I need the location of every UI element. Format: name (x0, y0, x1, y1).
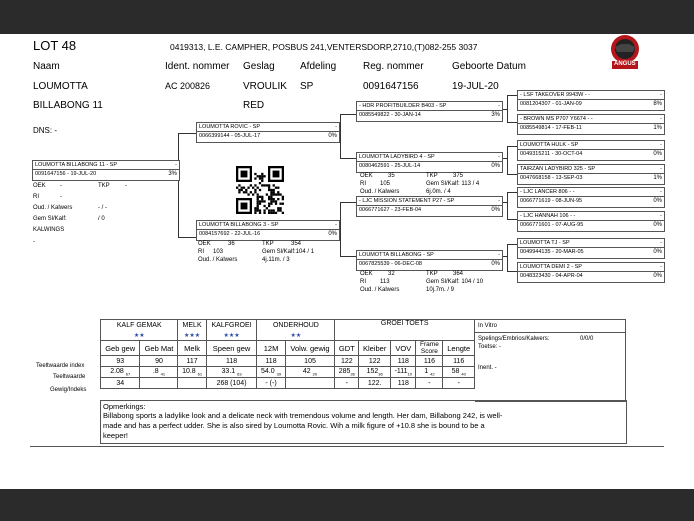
box-title: LOUMOTTA HULK - SP (520, 142, 579, 148)
index-cell: 118 (206, 356, 257, 367)
index-cell: 122 (359, 356, 391, 367)
tw-value: -111 (394, 367, 408, 375)
gp4-ri: 113 (380, 279, 390, 285)
box-pct: 3% (491, 112, 500, 118)
gp2-tkp-label: TKP (426, 173, 438, 179)
gp2-oud: 6j.0m. / 4 (426, 189, 451, 195)
box-dash: - (498, 252, 500, 258)
tw-cell (257, 367, 285, 378)
box-divider (518, 196, 664, 197)
animal-color: RED (243, 100, 265, 111)
box-divider (33, 169, 179, 170)
box-pct: 0% (328, 133, 337, 139)
col-header: Kleiber (359, 341, 391, 356)
angus-logo (603, 34, 647, 70)
self-ri-label: RI (33, 194, 39, 200)
box-reg-dob: 0084157692 - 22-JUL-16 (199, 231, 261, 237)
index-row (101, 356, 475, 367)
remarks-box (100, 400, 627, 444)
dam-tkp: 354 (291, 241, 302, 247)
gp4-tkp-label: TKP (426, 271, 438, 277)
box-divider (518, 123, 664, 124)
group-onderhoud: ONDERHOUD (257, 320, 335, 331)
box-dash: - (660, 264, 662, 270)
connector (178, 237, 196, 238)
index-cell: 116 (416, 356, 443, 367)
animal-geslag: VROULIK (243, 81, 287, 92)
gi-cell (140, 378, 178, 389)
tw-value: 2.08 (110, 367, 124, 375)
owner-line: 0419313, L.E. CAMPHER, POSBUS 241,VENTERSDORP,2710,(T)082-255 3037 (170, 42, 478, 52)
connector (340, 256, 356, 257)
box-dash: - (660, 240, 662, 246)
box-divider (518, 271, 664, 272)
gp2-oek: 35 (388, 173, 395, 179)
box-divider (357, 110, 502, 111)
ggp-box-3 (517, 140, 665, 161)
box-reg-dob: 0049315211 - 30-OCT-04 (520, 151, 583, 157)
box-title: - LJC MISSION STATEMENT P27 - SP (359, 198, 455, 204)
box-dash: - (175, 162, 177, 168)
group-melk: MELK (178, 320, 206, 331)
tw-accuracy: 36 (378, 371, 383, 377)
index-cell: 105 (285, 356, 335, 367)
tw-cell (359, 367, 391, 378)
box-reg-dob: 0067825539 - 06-DEC-08 (359, 261, 422, 267)
gp-box-4 (356, 250, 503, 271)
dns: DNS: - (33, 126, 57, 135)
box-reg-dob: 0091647156 - 19-JUL-20 (35, 171, 97, 177)
box-title: - LJC HANNAH 106 - - (520, 213, 576, 219)
box-title: LOUMOTTA LADYBIRD 4 - SP (359, 154, 435, 160)
gi-cell (178, 378, 206, 389)
index-cell: 122 (335, 356, 359, 367)
box-pct: 0% (653, 273, 662, 279)
connector (507, 244, 508, 271)
tw-accuracy: 39 (276, 371, 282, 377)
gp4-gem: Gem Sl/Kalf: 104 / 10 (426, 279, 484, 285)
box-pct: 0% (328, 231, 337, 237)
box-title: LOUMOTTA BILLABONG - SP (359, 252, 434, 258)
tw-cell (335, 367, 359, 378)
col-header: Volw. gewig (285, 341, 335, 356)
col-header: Melk (178, 341, 206, 356)
side-panel (475, 319, 626, 402)
box-reg-dob: 0049944135 - 20-MAR-05 (520, 249, 584, 255)
row-label-index: Teeltwaarde index (36, 363, 85, 369)
self-tkp-label: TKP (98, 183, 110, 189)
tw-value: .8 (152, 367, 159, 375)
row-label-gewig: Gewig/Indeks (50, 387, 87, 393)
box-dash: - (660, 116, 662, 122)
gp2-ri: 105 (380, 181, 391, 187)
tw-accuracy: 61 (197, 371, 203, 377)
tw-cell (101, 367, 140, 378)
connector (507, 146, 517, 147)
tw-value: 152 (366, 367, 379, 375)
tw-cell (416, 367, 443, 378)
box-divider (197, 131, 339, 132)
box-divider (197, 229, 339, 230)
remarks-title: Opmerkings: (103, 402, 146, 411)
box-pct: 0% (653, 151, 662, 157)
tw-value: 58 (451, 367, 460, 375)
dam-pedigree-box (196, 220, 340, 241)
tw-cell (391, 367, 416, 378)
ggp-box-5 (517, 187, 665, 208)
gp-box-1 (356, 101, 503, 122)
tw-cell (206, 367, 257, 378)
self-ri: - (60, 194, 62, 200)
col-header: Speen gew (206, 341, 257, 356)
bottom-rule (30, 446, 664, 447)
box-title: - BROWN MS P707 Y6674 - - (520, 116, 593, 122)
box-reg-dob: 0081204307 - 01-JAN-09 (520, 101, 582, 107)
label-afdeling: Afdeling (300, 61, 337, 72)
gp2-gem: Gem Sl/Kalf: 113 / 4 (426, 181, 480, 187)
gi-cell (285, 378, 335, 389)
connector (507, 219, 517, 220)
box-reg-dob: 0066399144 - 05-JUL-17 (199, 133, 261, 139)
tw-cell (285, 367, 335, 378)
label-reg: Reg. nommer (363, 61, 424, 72)
box-reg-dob: 0048323430 - 04-APR-04 (520, 273, 583, 279)
tw-cell (443, 367, 475, 378)
box-pct: 0% (653, 198, 662, 204)
ggp-box-4 (517, 164, 665, 185)
col-header: 12M (257, 341, 285, 356)
box-dash: - (660, 213, 662, 219)
gp2-tkp: 375 (453, 173, 464, 179)
side-panel-header (475, 320, 625, 333)
gp-box-2 (356, 152, 503, 173)
gp-box-3 (356, 196, 503, 217)
group-kalfgroei: KALFGROEI (206, 320, 257, 331)
box-dash: - (660, 92, 662, 98)
gi-cell: - (-) (257, 378, 285, 389)
tw-value: 10.8 (182, 367, 196, 375)
box-reg-dob: 0047668158 - 13-SEP-03 (520, 175, 583, 181)
spelings-label: Spelings/Embrios/Kalwers: (478, 336, 550, 342)
box-dash: - (660, 142, 662, 148)
stars-onderhoud: ★★ (257, 330, 335, 341)
col-header: Lengte (443, 341, 475, 356)
connector (507, 271, 517, 272)
box-pct: 0% (491, 207, 500, 213)
ggp-box-7 (517, 238, 665, 259)
tw-value: 33.1 (221, 367, 236, 375)
stars-melk: ★★★ (178, 330, 206, 341)
connector (178, 133, 196, 134)
dam-ri-label: RI (198, 249, 204, 255)
gi-cell: - (335, 378, 359, 389)
connector (507, 192, 508, 219)
index-cell: 90 (140, 356, 178, 367)
row-label-teeltwaarde: Teeltwaarde (53, 374, 86, 380)
gp2-oek-label: OEK (360, 173, 373, 179)
box-pct: 0% (653, 249, 662, 255)
animal-afdeling: SP (300, 81, 314, 92)
spelings-value: 0/0/0 (580, 336, 594, 342)
self-gem: / 0 (98, 216, 105, 222)
box-dash: - (660, 189, 662, 195)
tw-value: 42 (302, 367, 311, 375)
gewig-row (101, 378, 475, 389)
tw-accuracy: 10 (407, 371, 412, 377)
gp4-oek: 32 (388, 271, 395, 277)
toetse-label: Toetse: - (478, 344, 502, 350)
label-naam: Naam (33, 61, 60, 72)
box-title: LOUMOTTA ROVIC - SP (199, 124, 261, 130)
connector (507, 192, 517, 193)
index-cell: 116 (443, 356, 475, 367)
box-reg-dob: 0085549814 - 17-FEB-11 (520, 125, 582, 131)
logo-text: ANGUS (614, 61, 636, 67)
box-title: LOUMOTTA TJ - SP (520, 240, 570, 246)
gp4-ri-label: RI (360, 279, 366, 285)
dam-oek: 36 (228, 241, 235, 247)
connector (178, 133, 179, 237)
qr-code (236, 166, 284, 214)
dam-oud-label: Oud. / Kalwers (198, 257, 238, 263)
kalwings-label: KALWINGS (33, 227, 65, 233)
tw-cell (140, 367, 178, 378)
index-cell: 117 (178, 356, 206, 367)
box-dash: - (498, 198, 500, 204)
label-geboorte: Geboorte Datum (452, 61, 526, 72)
box-pct: 8% (653, 101, 662, 107)
animal-name-2: BILLABONG 11 (33, 100, 103, 111)
connector (507, 95, 517, 96)
self-gem-label: Gem Sl/Kalf: (33, 216, 67, 222)
gi-cell: - (416, 378, 443, 389)
box-reg-dob: 0066771627 - 23-FEB-04 (359, 207, 422, 213)
box-reg-dob: 0066771601 - 07-AUG-95 (520, 222, 584, 228)
box-divider (357, 259, 502, 260)
connector (340, 158, 356, 159)
tw-value: 54.0 (261, 367, 275, 375)
gp4-oud-label: Oud. / Kalwers (360, 287, 400, 293)
box-divider (518, 173, 664, 174)
tw-accuracy: 40 (461, 371, 466, 377)
index-cell: 93 (101, 356, 140, 367)
gp2-oud-label: Oud. / Kalwers (360, 189, 400, 195)
box-reg-dob: 0066771619 - 08-JUN-95 (520, 198, 583, 204)
tw-value: 285 (338, 367, 351, 375)
tw-accuracy: 42 (430, 371, 435, 377)
animal-reg: 0091647156 (363, 81, 419, 92)
tw-accuracy: 63 (237, 371, 242, 377)
gi-cell: - (443, 378, 475, 389)
index-cell: 118 (391, 356, 416, 367)
box-reg-dob: 0080462591 - 25-JUL-14 (359, 163, 421, 169)
inent-label: Inent. - (478, 365, 497, 371)
self-oek-label: OEK (33, 183, 46, 189)
ggp-box-6 (517, 211, 665, 232)
connector (507, 174, 517, 175)
label-ident: Ident. nommer (165, 61, 230, 72)
box-title: LOUMOTTA BILLABONG 3 - SP (199, 222, 279, 228)
teeltwaarde-row (101, 367, 475, 378)
col-header: VOV (391, 341, 416, 356)
ggp-box-1 (517, 90, 665, 111)
in-vitro-label: In Vitro (478, 323, 497, 329)
box-title: - LJC LANCER 806 - - (520, 189, 575, 195)
box-title: - HDR PROFITBUILDER B403 - SP (359, 103, 447, 109)
tw-accuracy: 41 (160, 371, 166, 377)
dam-tkp-label: TKP (262, 241, 274, 247)
sire-pedigree-box (196, 122, 340, 143)
col-header: Geb Mat (140, 341, 178, 356)
box-pct: 0% (653, 222, 662, 228)
ggp-box-8 (517, 262, 665, 283)
connector (507, 244, 517, 245)
connector (340, 202, 341, 256)
tw-cell (178, 367, 206, 378)
connector (340, 114, 356, 115)
tw-accuracy: 20 (312, 371, 318, 377)
box-dash: - (335, 222, 337, 228)
label-geslag: Geslag (243, 61, 275, 72)
box-pct: 0% (491, 261, 500, 267)
box-pct: 1% (653, 125, 662, 131)
box-pct: 1% (653, 175, 662, 181)
gp2-ri-label: RI (360, 181, 366, 187)
animal-ident: AC 200826 (165, 81, 211, 91)
stars-kalfgroei: ★★★ (206, 330, 257, 341)
connector (507, 146, 508, 174)
box-title: LOUMOTTA BILLABONG 11 - SP (35, 162, 118, 168)
tw-accuracy: 67 (125, 371, 131, 377)
remarks-line: keeper! (103, 431, 129, 440)
box-pct: 0% (491, 163, 500, 169)
box-pct: 3% (168, 171, 177, 177)
stars-kalfgemak: ★★ (101, 330, 178, 341)
group-kalfgemak: KALF GEMAK (101, 320, 178, 331)
box-divider (518, 149, 664, 150)
self-tkp: - (125, 183, 127, 189)
box-divider (518, 220, 664, 221)
box-dash: - (335, 124, 337, 130)
box-divider (357, 161, 502, 162)
col-header: Geb gew (101, 341, 140, 356)
dam-oud: 4j.11m. / 3 (262, 257, 290, 263)
performance-table (100, 319, 475, 389)
remarks-line: Billabong sports a ladylike look and a delicate neck with tremendous volume and length. Her dam, Billabong 242, is well- (103, 411, 503, 420)
connector (340, 202, 356, 203)
col-header: GDT (335, 341, 359, 356)
box-reg-dob: 0085549822 - 30-JAN-14 (359, 112, 421, 118)
box-dash: - (498, 154, 500, 160)
col-header: Frame Score (416, 341, 443, 356)
gp4-tkp: 364 (453, 271, 464, 277)
kalwings-value: - (33, 239, 35, 245)
box-title: LOUMOTTA DEMI 2 - SP (520, 264, 582, 270)
ggp-box-2 (517, 114, 665, 135)
remarks-line: made and has a perfect udder. She is also sired by Loumotta Rovic. Wih a milk figure of +10.8 she is bound to be a (103, 421, 485, 430)
gi-cell: 34 (101, 378, 140, 389)
box-divider (357, 205, 502, 206)
connector (340, 114, 341, 158)
lot-page (0, 34, 694, 489)
animal-name-1: LOUMOTTA (33, 81, 88, 92)
group-groeitoets: GROEI TOETS (335, 320, 475, 341)
dam-ri: 103 (213, 249, 224, 255)
box-divider (518, 99, 664, 100)
box-dash: - (498, 103, 500, 109)
gi-cell: 122. (359, 378, 391, 389)
self-oek: - (60, 183, 62, 189)
box-title: - LSF TAKEOVER 9943W - - (520, 92, 591, 98)
box-divider (518, 247, 664, 248)
animal-dob: 19-JUL-20 (452, 81, 499, 92)
lot-number: LOT 48 (33, 38, 77, 53)
dam-oek-label: OEK (198, 241, 211, 247)
self-pedigree-box (32, 160, 180, 181)
gp4-oek-label: OEK (360, 271, 373, 277)
gi-cell: 118 (391, 378, 416, 389)
gp4-oud: 10j.7m. / 9 (426, 287, 455, 293)
self-oud: - / - (98, 205, 107, 211)
self-oud-label: Oud. / Kalwers (33, 205, 73, 211)
tw-accuracy: 36 (350, 371, 355, 377)
gi-cell: 268 (104) (206, 378, 257, 389)
connector (507, 122, 517, 123)
box-dash: - (660, 166, 662, 172)
index-cell: 118 (257, 356, 285, 367)
box-title: TAIRZAN LADYBIRD 325 - SP (520, 166, 596, 172)
dam-gem: Gem Sl/Kalf:104 / 1 (262, 249, 315, 255)
tw-value: 1 (424, 367, 429, 375)
